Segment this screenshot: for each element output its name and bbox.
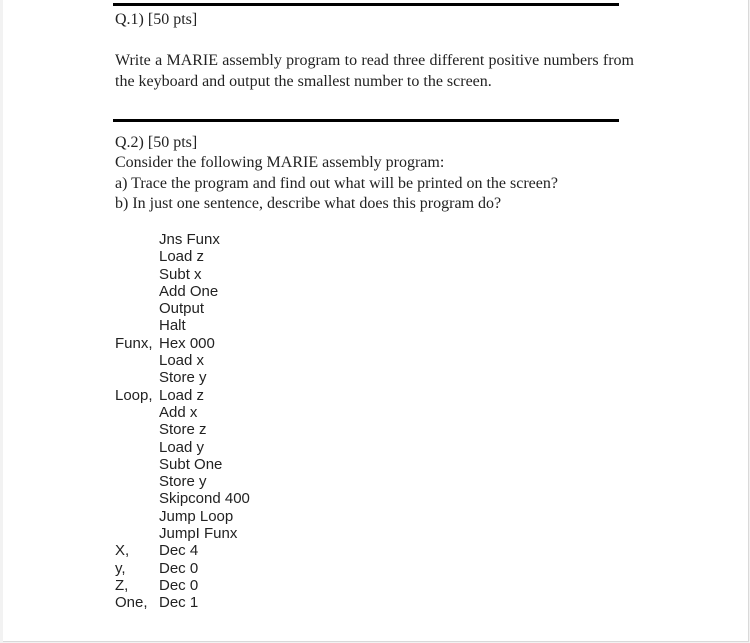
code-instruction: Load x xyxy=(159,352,205,370)
code-label: Funx, xyxy=(115,334,153,352)
code-instruction: JumpI Funx xyxy=(159,525,238,543)
q1-title: Q.1) [50 pts] xyxy=(115,11,198,28)
code-instruction: Store z xyxy=(159,421,207,439)
code-instruction: Dec 1 xyxy=(159,594,199,612)
code-instruction: Subt x xyxy=(159,265,202,283)
q1-body: Write a MARIE assembly program to read three different positive numbers from the keyboard and output the smallest number to the screen. xyxy=(115,52,634,90)
q2-intro: Consider the following MARIE assembly program: xyxy=(115,154,445,172)
code-instruction: Output xyxy=(159,300,205,318)
code-label: X, xyxy=(115,542,130,560)
code-instruction: Skipcond 400 xyxy=(159,490,250,508)
code-instruction: Dec 0 xyxy=(159,559,199,577)
code-instruction: Jns Funx xyxy=(159,231,220,248)
code-instruction: Dec 0 xyxy=(159,576,199,594)
code-label: Z, xyxy=(115,576,129,594)
code-instruction: Subt One xyxy=(159,455,223,473)
code-instruction: Load z xyxy=(159,248,205,266)
code-instruction: Dec 4 xyxy=(159,542,199,560)
q2-section xyxy=(115,133,558,214)
code-instruction: Store y xyxy=(159,369,207,387)
code-instruction: Load y xyxy=(159,438,205,456)
q2-part-a: a) Trace the program and find out what will be printed on the screen? xyxy=(115,174,558,192)
code-instruction: Add One xyxy=(159,282,219,300)
top-divider xyxy=(113,3,619,6)
code-label: One, xyxy=(115,594,148,612)
code-instruction: Store y xyxy=(159,473,207,491)
code-instruction: Add x xyxy=(159,403,198,421)
code-instruction: Halt xyxy=(159,317,186,335)
code-label: Loop, xyxy=(115,386,153,404)
code-instruction: Load z xyxy=(159,386,205,404)
middle-divider xyxy=(113,119,619,122)
code-instruction: Jump Loop xyxy=(159,507,234,525)
code-label: y, xyxy=(115,559,126,577)
code-instruction: Hex 000 xyxy=(159,334,215,352)
q2-part-b: b) In just one sentence, describe what does this program do? xyxy=(115,194,502,212)
q2-title: Q.2) [50 pts] xyxy=(115,134,198,151)
